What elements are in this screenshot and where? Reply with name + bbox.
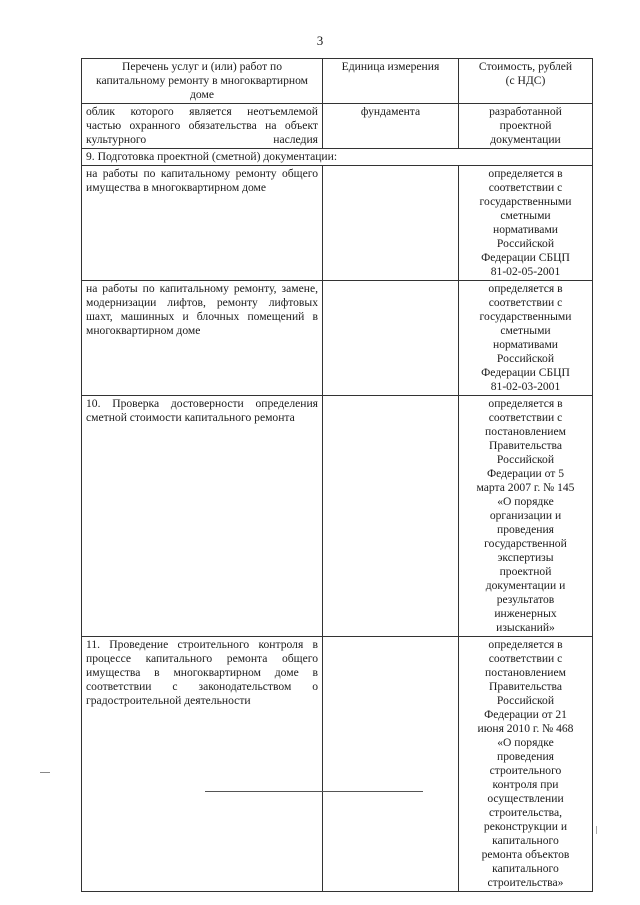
row-unit-cell <box>323 396 459 637</box>
row-cost-cell: определяется в соответствии с постановлением Правительства Российской Федерации от 5 марта 2007 г. № 145 «О порядке организации и проведения государственной экспертизы проектной документации и результатов инженерных изысканий» <box>459 396 593 637</box>
header-services-list: Перечень услуг и (или) работ по капитальному ремонту в многоквартирном доме <box>82 59 323 104</box>
row-cost-cell: определяется в соответствии с постановлением Правительства Российской Федерации от 21 июня 2010 г. № 468 «О порядке проведения строительного контроля при осуществлении строительства, реконструкции и капитального ремонта объектов капитального строительства» <box>459 637 593 892</box>
row-cost-cell: разработанной проектной документации <box>459 104 593 149</box>
signature-line <box>205 791 423 792</box>
row-service-cell: 10. Проверка достоверности определения сметной стоимости капитального ремонта <box>82 396 323 637</box>
page-number: 3 <box>316 33 324 48</box>
row-unit-cell <box>323 637 459 892</box>
table-row <box>82 166 593 281</box>
table-row <box>82 396 593 637</box>
row-service-cell: на работы по капитальному ремонту общего имущества в многоквартирном доме <box>82 166 323 281</box>
section-title: 9. Подготовка проектной (сметной) документации: <box>82 149 593 166</box>
row-cost-cell: определяется в соответствии с государственными сметными нормативами Российской Федерации СБЦП 81-02-03-2001 <box>459 281 593 396</box>
services-cost-table <box>81 58 593 892</box>
header-unit: Единица измерения <box>323 59 459 104</box>
row-unit-cell <box>323 166 459 281</box>
table-row <box>82 281 593 396</box>
header-cost: Стоимость, рублей (с НДС) <box>459 59 593 104</box>
row-cost-cell: определяется в соответствии с государственными сметными нормативами Российской Федерации СБЦП 81-02-05-2001 <box>459 166 593 281</box>
row-unit-cell <box>323 281 459 396</box>
scan-artifact <box>40 772 50 773</box>
table-row <box>82 104 593 149</box>
row-service-cell: на работы по капитальному ремонту, замене, модернизации лифтов, ремонту лифтовых шахт, машинных и блочных помещений в многоквартирном доме <box>82 281 323 396</box>
table-header-row <box>82 59 593 104</box>
row-service-cell: 11. Проведение строительного контроля в процессе капитального ремонта общего имущества в многоквартирном доме в соответствии с законодательством о градостроительной деятельности <box>82 637 323 892</box>
section-row <box>82 149 593 166</box>
scan-artifact <box>596 826 597 834</box>
row-service-cell: облик которого является неотъемлемой частью охранного обязательства на объект культурного наследия <box>82 104 323 149</box>
table-row <box>82 637 593 892</box>
row-unit-cell: фундамента <box>323 104 459 149</box>
